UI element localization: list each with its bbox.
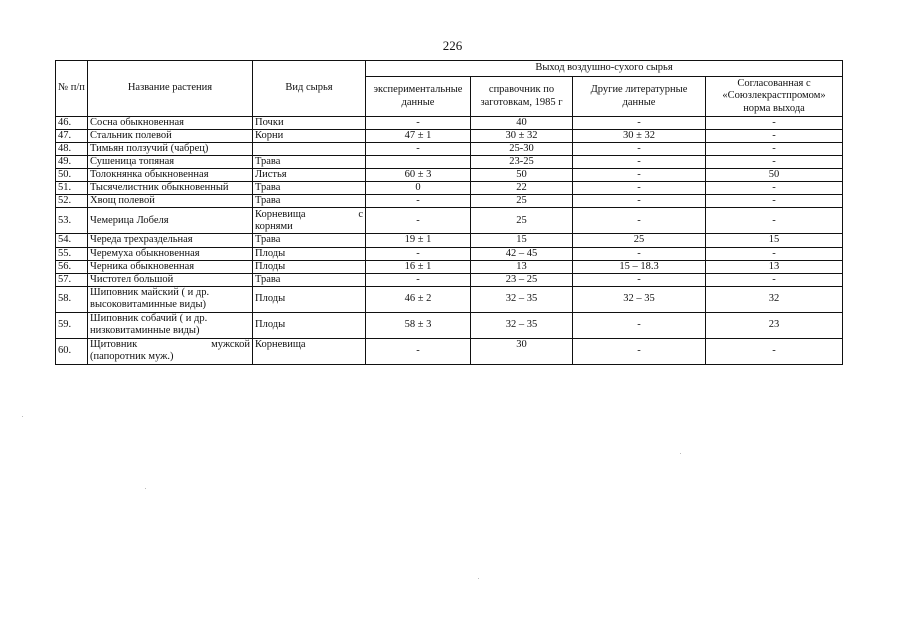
table-row	[56, 156, 843, 169]
literature-value: 30 ± 32	[573, 130, 706, 143]
experimental-value: 58 ± 3	[366, 312, 471, 338]
plant-name: Шиповник майский ( и др. высоковитаминные виды)	[88, 286, 253, 312]
reference-value: 30	[471, 338, 573, 364]
raw-type: Плоды	[253, 286, 366, 312]
header-plant-name: Название растения	[88, 61, 253, 117]
raw-type-line-2: корнями	[255, 220, 293, 232]
literature-value: -	[573, 273, 706, 286]
reference-value: 22	[471, 182, 573, 195]
experimental-value: 46 ± 2	[366, 286, 471, 312]
scan-speck	[478, 578, 479, 579]
reference-value: 30 ± 32	[471, 130, 573, 143]
plant-name: Сушеница топяная	[88, 156, 253, 169]
scan-speck	[680, 453, 681, 454]
plant-name: Тимьян ползучий (чабрец)	[88, 143, 253, 156]
reference-value: 15	[471, 234, 573, 247]
norm-value: -	[706, 247, 843, 260]
experimental-value: 19 ± 1	[366, 234, 471, 247]
plant-name: Чистотел большой	[88, 273, 253, 286]
literature-value: -	[573, 169, 706, 182]
raw-type: Трава	[253, 234, 366, 247]
row-number: 53.	[56, 208, 88, 234]
raw-type	[253, 143, 366, 156]
norm-value: 32	[706, 286, 843, 312]
row-number: 46.	[56, 117, 88, 130]
norm-value: -	[706, 338, 843, 364]
reference-value: 25-30	[471, 143, 573, 156]
plant-name: Тысячелистник обыкновенный	[88, 182, 253, 195]
row-number: 50.	[56, 169, 88, 182]
header-reference: справочник по заготовкам, 1985 г	[471, 77, 573, 117]
literature-value: -	[573, 247, 706, 260]
norm-value: -	[706, 156, 843, 169]
header-yield-group: Выход воздушно-сухого сырья	[366, 61, 843, 77]
table-row	[56, 247, 843, 260]
literature-value: 25	[573, 234, 706, 247]
header-agreed-norm: Согласованная с «Союзлекрастпромом» норма выхода	[706, 77, 843, 117]
raw-type: Трава	[253, 195, 366, 208]
reference-value: 25	[471, 195, 573, 208]
raw-type: Листья	[253, 169, 366, 182]
experimental-value: 0	[366, 182, 471, 195]
row-number: 59.	[56, 312, 88, 338]
table-row	[56, 286, 843, 312]
experimental-value: -	[366, 195, 471, 208]
experimental-value: -	[366, 208, 471, 234]
header-literature: Другие литературные данные	[573, 77, 706, 117]
table-row	[56, 182, 843, 195]
literature-value: -	[573, 143, 706, 156]
plant-name: Чемерица Лобеля	[88, 208, 253, 234]
literature-value: 15 – 18.3	[573, 260, 706, 273]
scan-speck	[145, 488, 146, 489]
table-row	[56, 117, 843, 130]
norm-value: 23	[706, 312, 843, 338]
raw-type: Плоды	[253, 260, 366, 273]
plant-name-line-1	[90, 339, 250, 351]
table-row	[56, 130, 843, 143]
row-number: 47.	[56, 130, 88, 143]
table-row	[56, 338, 843, 364]
literature-value: -	[573, 312, 706, 338]
header-raw-type: Вид сырья	[253, 61, 366, 117]
table-row	[56, 169, 843, 182]
experimental-value: 47 ± 1	[366, 130, 471, 143]
reference-value: 32 – 35	[471, 286, 573, 312]
reference-value: 32 – 35	[471, 312, 573, 338]
row-number: 60.	[56, 338, 88, 364]
experimental-value: 60 ± 3	[366, 169, 471, 182]
page-number: 226	[442, 38, 463, 53]
literature-value: -	[573, 195, 706, 208]
raw-type-line-1	[255, 209, 363, 221]
plant-name-word: Щитовник	[90, 339, 138, 351]
literature-value: -	[573, 156, 706, 169]
raw-type: Трава	[253, 182, 366, 195]
raw-type: Почки	[253, 117, 366, 130]
plant-name: Черемуха обыкновенная	[88, 247, 253, 260]
experimental-value: -	[366, 143, 471, 156]
norm-value: -	[706, 208, 843, 234]
header-experimental: экспериментальные данные	[366, 77, 471, 117]
raw-type	[253, 208, 366, 234]
raw-type: Корневища	[253, 338, 366, 364]
header-number: № п/п	[56, 61, 88, 117]
norm-value: -	[706, 130, 843, 143]
raw-type: Плоды	[253, 312, 366, 338]
row-number: 52.	[56, 195, 88, 208]
norm-value: -	[706, 143, 843, 156]
literature-value: -	[573, 208, 706, 234]
yield-table	[55, 60, 843, 365]
literature-value: -	[573, 182, 706, 195]
experimental-value	[366, 156, 471, 169]
row-number: 58.	[56, 286, 88, 312]
norm-value: 13	[706, 260, 843, 273]
norm-value: 15	[706, 234, 843, 247]
raw-type: Трава	[253, 273, 366, 286]
plant-name: Толокнянка обыкновенная	[88, 169, 253, 182]
table-row	[56, 234, 843, 247]
reference-value: 40	[471, 117, 573, 130]
row-number: 51.	[56, 182, 88, 195]
plant-name: Череда трехраздельная	[88, 234, 253, 247]
norm-value: -	[706, 195, 843, 208]
raw-type: Трава	[253, 156, 366, 169]
reference-value: 23 – 25	[471, 273, 573, 286]
reference-value: 50	[471, 169, 573, 182]
table-row	[56, 273, 843, 286]
row-number: 49.	[56, 156, 88, 169]
plant-name-word: мужской	[211, 339, 250, 351]
table-row	[56, 312, 843, 338]
table-row	[56, 208, 843, 234]
reference-value: 23-25	[471, 156, 573, 169]
experimental-value: 16 ± 1	[366, 260, 471, 273]
raw-type-word: с	[358, 208, 363, 220]
reference-value: 25	[471, 208, 573, 234]
table-row	[56, 260, 843, 273]
row-number: 56.	[56, 260, 88, 273]
plant-name: Хвощ полевой	[88, 195, 253, 208]
table-row	[56, 143, 843, 156]
plant-name: Сосна обыкновенная	[88, 117, 253, 130]
norm-value: -	[706, 117, 843, 130]
norm-value: -	[706, 182, 843, 195]
reference-value: 13	[471, 260, 573, 273]
plant-name	[88, 338, 253, 364]
plant-name: Черника обыкновенная	[88, 260, 253, 273]
row-number: 48.	[56, 143, 88, 156]
reference-value: 42 – 45	[471, 247, 573, 260]
row-number: 54.	[56, 234, 88, 247]
raw-type: Корни	[253, 130, 366, 143]
literature-value: 32 – 35	[573, 286, 706, 312]
row-number: 55.	[56, 247, 88, 260]
experimental-value: -	[366, 273, 471, 286]
experimental-value: -	[366, 247, 471, 260]
norm-value: 50	[706, 169, 843, 182]
raw-type-word: Корневища	[255, 208, 306, 220]
plant-name: Шиповник собачий ( и др. низковитаминные виды)	[88, 312, 253, 338]
literature-value: -	[573, 117, 706, 130]
raw-type: Плоды	[253, 247, 366, 260]
table-row	[56, 195, 843, 208]
experimental-value: -	[366, 117, 471, 130]
row-number: 57.	[56, 273, 88, 286]
plant-name-line-2: (папоротник муж.)	[90, 351, 174, 363]
experimental-value: -	[366, 338, 471, 364]
literature-value: -	[573, 338, 706, 364]
norm-value: -	[706, 273, 843, 286]
header-row-top	[56, 61, 843, 77]
plant-name: Стальник полевой	[88, 130, 253, 143]
scan-speck	[22, 416, 23, 417]
